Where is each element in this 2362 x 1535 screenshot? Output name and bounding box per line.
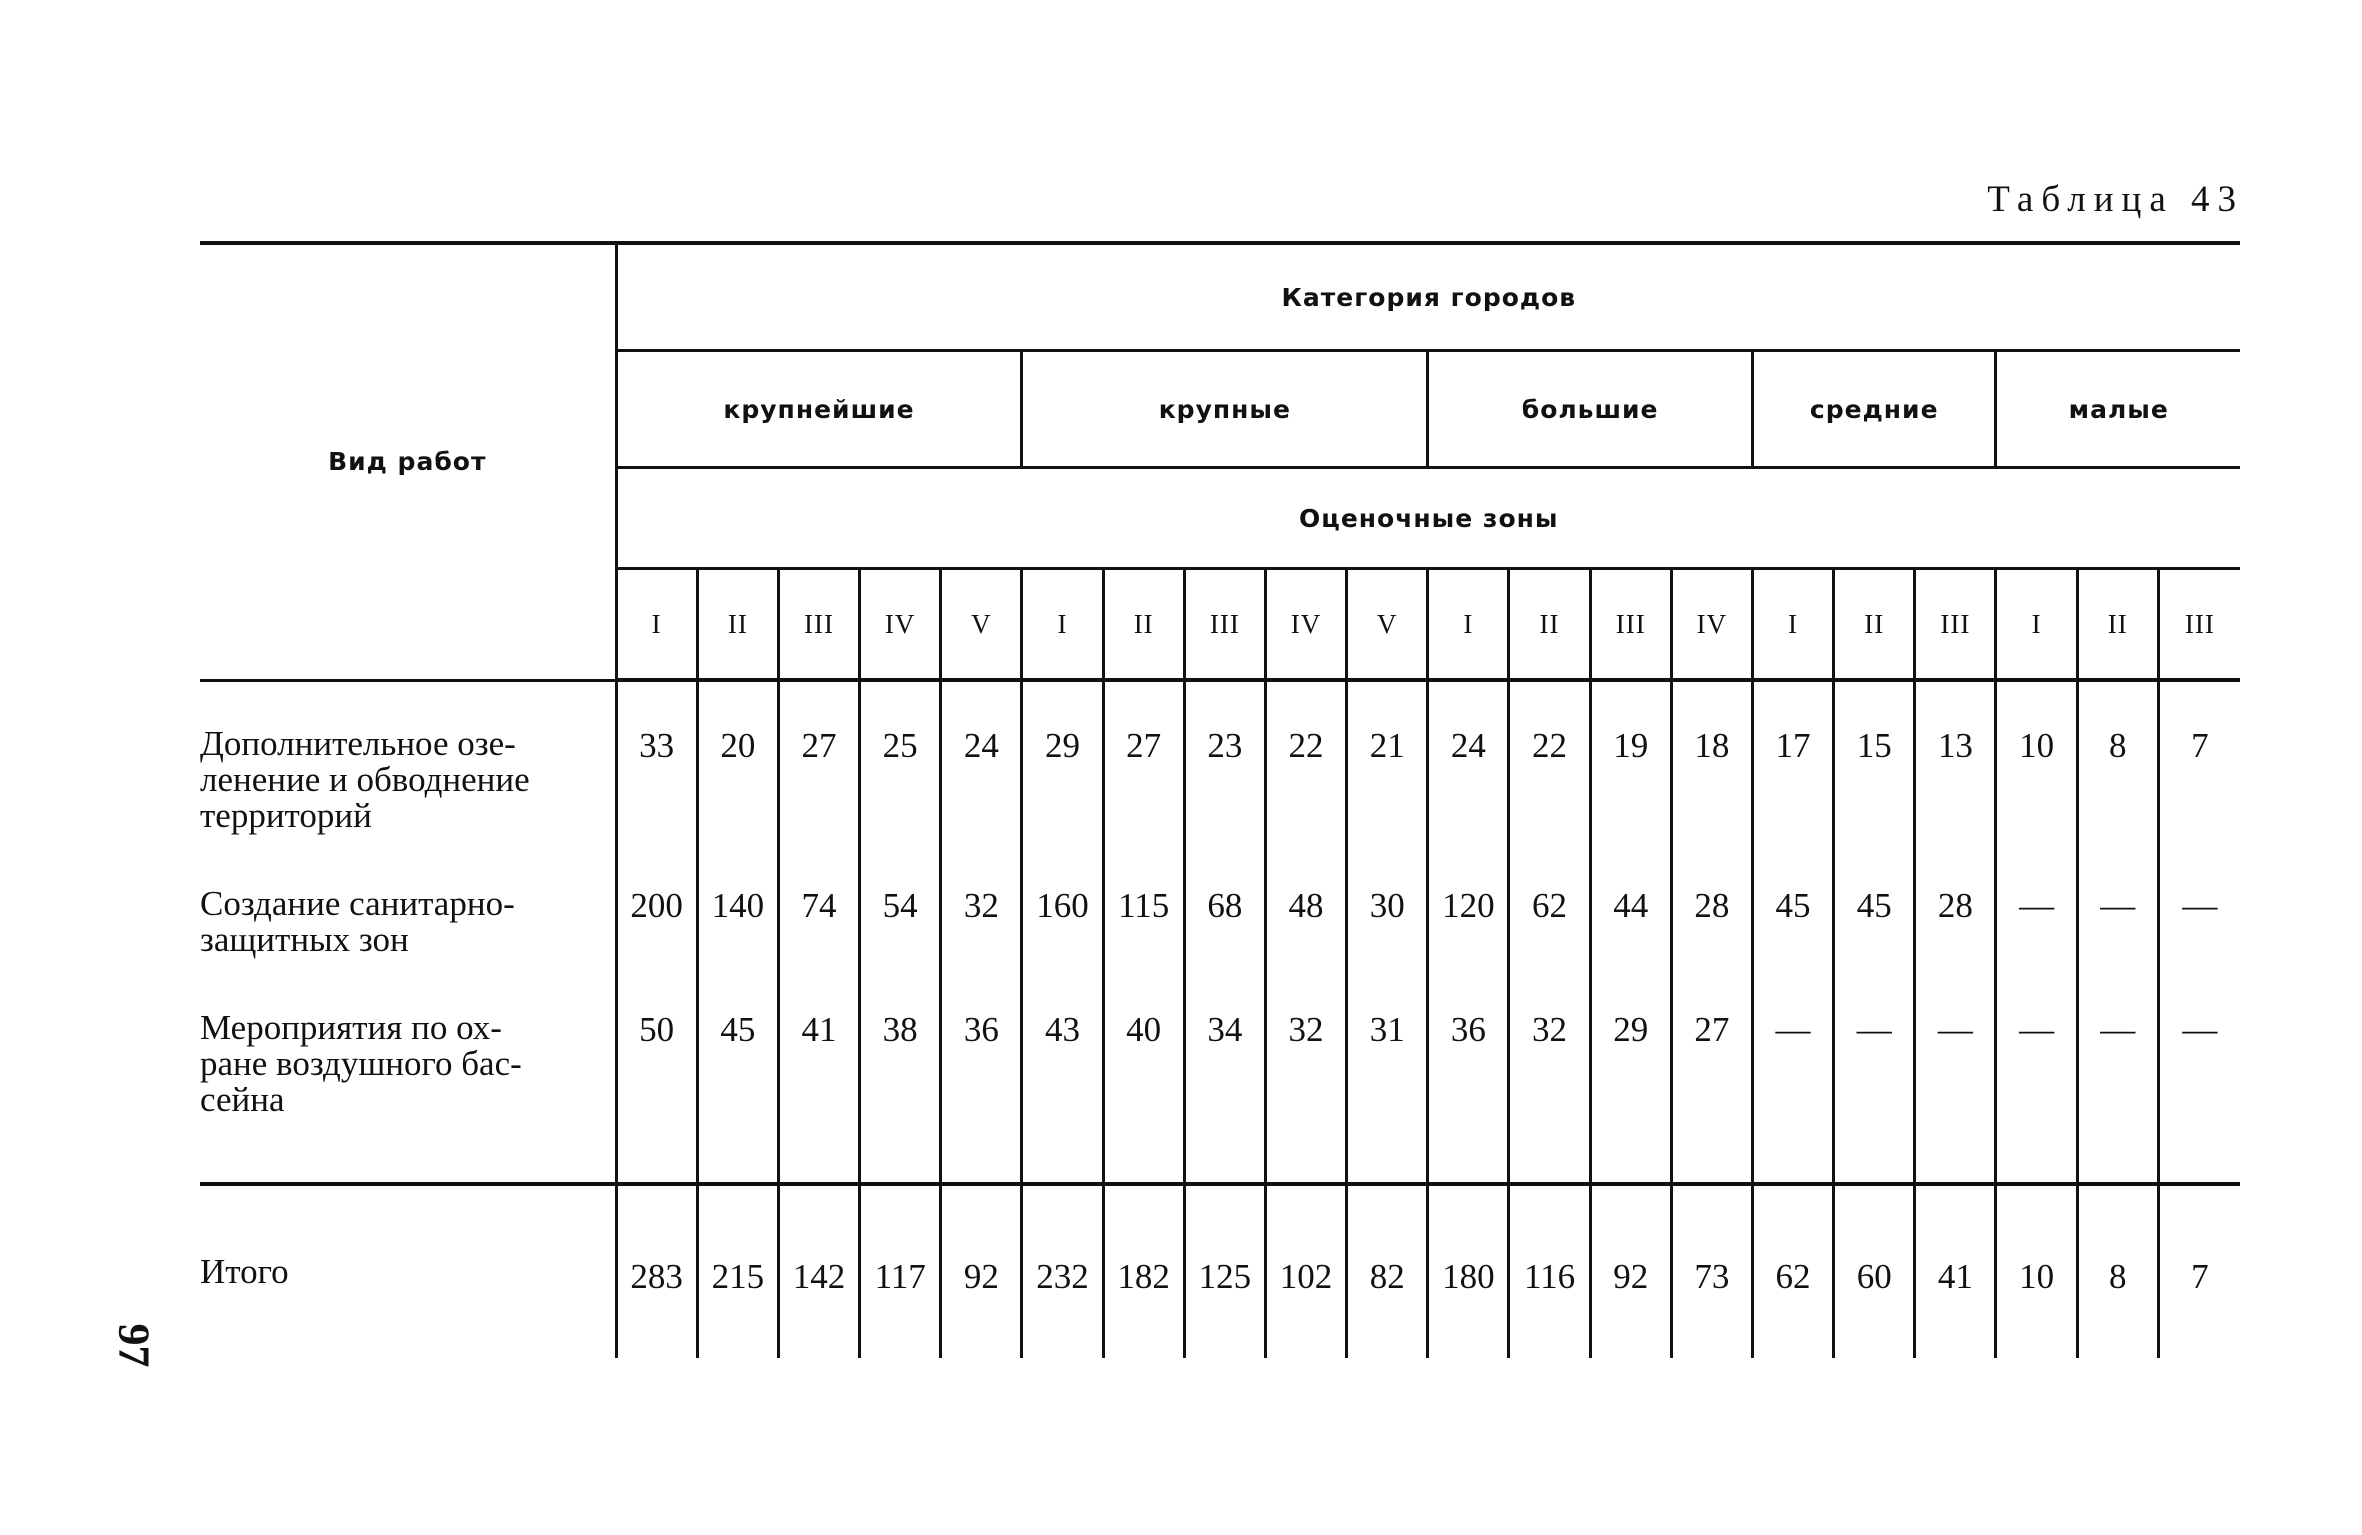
table-cell: 31 <box>1347 1010 1428 1184</box>
table-cell: — <box>2077 886 2158 1010</box>
table-cell: 24 <box>1428 680 1509 886</box>
row-label <box>200 680 616 886</box>
table-cell: — <box>1752 1010 1833 1184</box>
table-cell: 18 <box>1671 680 1752 886</box>
total-cell: 10 <box>1996 1184 2077 1358</box>
table-body <box>200 680 2240 1358</box>
total-cell: 102 <box>1265 1184 1346 1358</box>
total-cell: 92 <box>941 1184 1022 1358</box>
zone-header: III <box>1915 569 1996 681</box>
row-label-line: Мероприятия по ох- <box>200 1008 502 1047</box>
total-cell: 142 <box>778 1184 859 1358</box>
table-cell: 36 <box>941 1010 1022 1184</box>
total-cell: 117 <box>860 1184 941 1358</box>
group-header: малые <box>1996 351 2240 468</box>
table-cell: 20 <box>697 680 778 886</box>
total-cell: 7 <box>2158 1184 2240 1358</box>
table-cell: 29 <box>1022 680 1103 886</box>
zone-header: III <box>1184 569 1265 681</box>
table-cell: 27 <box>1671 1010 1752 1184</box>
table-caption: Таблица 43 <box>1987 179 2244 220</box>
table-cell: 22 <box>1509 680 1590 886</box>
table-row <box>200 1010 2240 1184</box>
table-cell: 140 <box>697 886 778 1010</box>
total-cell: 283 <box>616 1184 697 1358</box>
category-title: Категория городов <box>616 243 2240 351</box>
total-cell: 180 <box>1428 1184 1509 1358</box>
zone-header: II <box>697 569 778 681</box>
table-cell: 38 <box>860 1010 941 1184</box>
table-cell: 43 <box>1022 1010 1103 1184</box>
total-cell: 8 <box>2077 1184 2158 1358</box>
zone-header: IV <box>860 569 941 681</box>
page-number: 97 <box>109 1323 159 1368</box>
zone-header: II <box>1834 569 1915 681</box>
table-cell: 30 <box>1347 886 1428 1010</box>
zone-header: II <box>1509 569 1590 681</box>
table-cell: 48 <box>1265 886 1346 1010</box>
table-cell: 15 <box>1834 680 1915 886</box>
table-cell: 74 <box>778 886 859 1010</box>
table-cell: — <box>2158 1010 2240 1184</box>
table-cell: 45 <box>697 1010 778 1184</box>
row-label-line: Дополнительное озе- <box>200 723 516 763</box>
table-cell: 160 <box>1022 886 1103 1010</box>
total-cell: 125 <box>1184 1184 1265 1358</box>
total-cell: 182 <box>1103 1184 1184 1358</box>
table-cell: — <box>1915 1010 1996 1184</box>
row-header: Вид работ <box>200 243 616 680</box>
table-cell: 19 <box>1590 680 1671 886</box>
zone-header: III <box>2158 569 2240 681</box>
total-cell: 41 <box>1915 1184 1996 1358</box>
group-header: крупнейшие <box>616 351 1022 468</box>
table-cell: 17 <box>1752 680 1833 886</box>
table-cell: 21 <box>1347 680 1428 886</box>
table-cell: 32 <box>941 886 1022 1010</box>
table-cell: 13 <box>1915 680 1996 886</box>
row-label-line: территорий <box>200 795 372 835</box>
table-cell: 7 <box>2158 680 2240 886</box>
table-cell: 50 <box>616 1010 697 1184</box>
group-header: крупные <box>1022 351 1428 468</box>
table-cell: 45 <box>1752 886 1833 1010</box>
row-label-line: сейна <box>200 1080 285 1119</box>
total-cell: 116 <box>1509 1184 1590 1358</box>
zone-header: III <box>1590 569 1671 681</box>
table-cell: 115 <box>1103 886 1184 1010</box>
group-header: средние <box>1752 351 1996 468</box>
table-cell: 120 <box>1428 886 1509 1010</box>
table-cell: 27 <box>778 680 859 886</box>
total-cell: 62 <box>1752 1184 1833 1358</box>
table-cell: 34 <box>1184 1010 1265 1184</box>
zone-header: I <box>616 569 697 681</box>
table-cell: — <box>1834 1010 1915 1184</box>
table-cell: 32 <box>1509 1010 1590 1184</box>
row-label-line: защитных зон <box>200 920 409 959</box>
total-label: Итого <box>200 1184 616 1358</box>
total-cell: 215 <box>697 1184 778 1358</box>
table-cell: — <box>2158 886 2240 1010</box>
table-cell: 27 <box>1103 680 1184 886</box>
row-label-line: ране воздушного бас- <box>200 1044 522 1083</box>
table-cell: — <box>2077 1010 2158 1184</box>
zone-header: II <box>1103 569 1184 681</box>
table-cell: 41 <box>778 1010 859 1184</box>
zone-header: V <box>941 569 1022 681</box>
table-cell: — <box>1996 886 2077 1010</box>
zone-header: I <box>1752 569 1833 681</box>
table-cell: 32 <box>1265 1010 1346 1184</box>
total-cell: 60 <box>1834 1184 1915 1358</box>
table-cell: 62 <box>1509 886 1590 1010</box>
zone-header: III <box>778 569 859 681</box>
table-cell: 36 <box>1428 1010 1509 1184</box>
zones-title: Оценочные зоны <box>616 468 2240 569</box>
table-cell: 40 <box>1103 1010 1184 1184</box>
total-cell: 232 <box>1022 1184 1103 1358</box>
total-row <box>200 1184 2240 1358</box>
row-label <box>200 1010 616 1184</box>
table-cell: 45 <box>1834 886 1915 1010</box>
row-label-line: ленение и обводнение <box>200 759 530 799</box>
total-cell: 92 <box>1590 1184 1671 1358</box>
table-cell: 68 <box>1184 886 1265 1010</box>
table-cell: 8 <box>2077 680 2158 886</box>
table-cell: 33 <box>616 680 697 886</box>
row-label <box>200 886 616 1010</box>
table-cell: 23 <box>1184 680 1265 886</box>
table-cell: 54 <box>860 886 941 1010</box>
total-cell: 82 <box>1347 1184 1428 1358</box>
zone-header: II <box>2077 569 2158 681</box>
table-cell: — <box>1996 1010 2077 1184</box>
row-label-line: Создание санитарно- <box>200 884 515 923</box>
zone-header: I <box>1428 569 1509 681</box>
table-cell: 44 <box>1590 886 1671 1010</box>
table-cell: 24 <box>941 680 1022 886</box>
table-cell: 22 <box>1265 680 1346 886</box>
table-row <box>200 680 2240 886</box>
total-cell: 73 <box>1671 1184 1752 1358</box>
zone-header: IV <box>1671 569 1752 681</box>
data-table <box>200 241 2240 1358</box>
zone-header: I <box>1022 569 1103 681</box>
table-cell: 29 <box>1590 1010 1671 1184</box>
table-cell: 28 <box>1915 886 1996 1010</box>
zone-header: IV <box>1265 569 1346 681</box>
table-row <box>200 886 2240 1010</box>
table-cell: 25 <box>860 680 941 886</box>
table-cell: 200 <box>616 886 697 1010</box>
table-cell: 10 <box>1996 680 2077 886</box>
zone-header: I <box>1996 569 2077 681</box>
zone-header: V <box>1347 569 1428 681</box>
group-header: большие <box>1428 351 1753 468</box>
table-cell: 28 <box>1671 886 1752 1010</box>
